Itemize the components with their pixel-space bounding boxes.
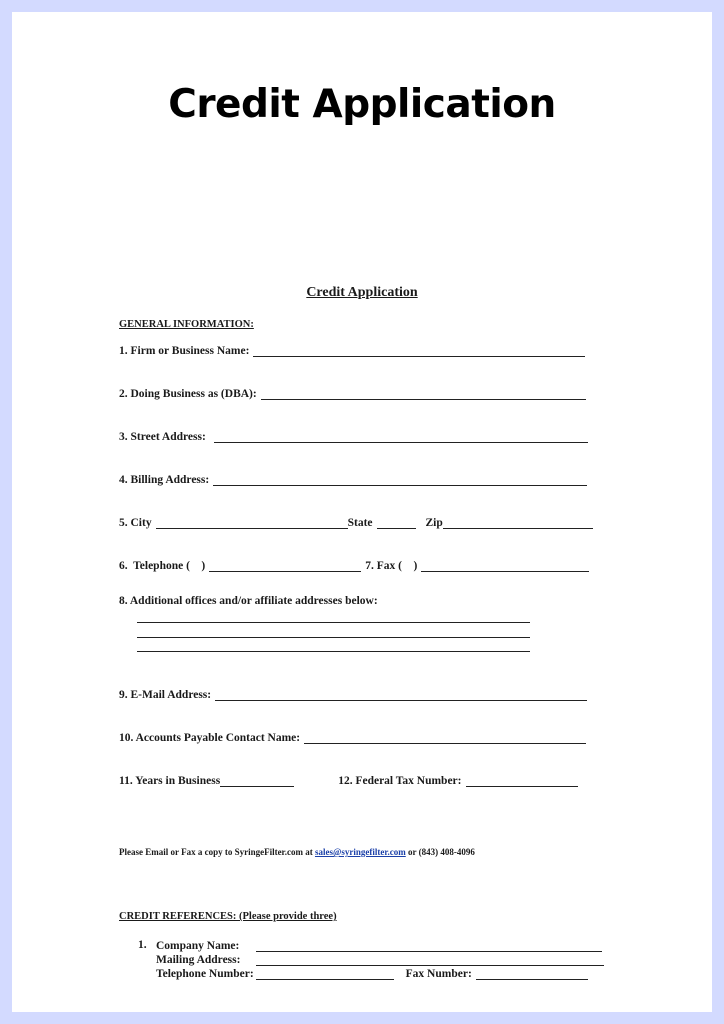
city-state-zip-row bbox=[119, 516, 593, 529]
dba-label: 2. Doing Business as (DBA): bbox=[119, 388, 257, 400]
ap-contact-label: 10. Accounts Payable Contact Name: bbox=[119, 732, 301, 744]
reference-company-row bbox=[156, 939, 602, 952]
credit-references-heading: CREDIT REFERENCES: (Please provide three) bbox=[119, 911, 337, 922]
zip-field[interactable] bbox=[443, 516, 593, 529]
email-label: 9. E-Mail Address: bbox=[119, 689, 212, 701]
page-title: Credit Application bbox=[168, 82, 556, 127]
street-address-row bbox=[119, 430, 588, 443]
note-prefix: Please Email or Fax a copy to SyringeFilter.com at bbox=[119, 847, 313, 857]
reference-telephone-field[interactable] bbox=[256, 967, 394, 980]
reference-telephone-label: Telephone Number: bbox=[156, 968, 254, 980]
ap-contact-row bbox=[119, 731, 586, 744]
fax-label: 7. Fax ( ) bbox=[365, 560, 418, 572]
city-field[interactable] bbox=[156, 516, 348, 529]
submission-note bbox=[119, 847, 475, 857]
years-in-business-field[interactable] bbox=[220, 774, 294, 787]
zip-label: Zip bbox=[425, 517, 443, 529]
sales-email-link[interactable]: sales@syringefilter.com bbox=[314, 847, 406, 857]
additional-offices-label: 8. Additional offices and/or affiliate addresses below: bbox=[119, 595, 378, 607]
state-label: State bbox=[347, 517, 373, 529]
street-address-field[interactable] bbox=[214, 430, 588, 443]
page bbox=[12, 12, 712, 1012]
firm-name-field[interactable] bbox=[253, 344, 585, 357]
telephone-label: 6. Telephone ( ) bbox=[119, 560, 206, 572]
document-title: Credit Application bbox=[306, 285, 418, 300]
telephone-fax-row bbox=[119, 559, 589, 572]
additional-office-line-2[interactable] bbox=[137, 637, 530, 638]
fax-field[interactable] bbox=[421, 559, 589, 572]
reference-fax-field[interactable] bbox=[476, 967, 588, 980]
state-field[interactable] bbox=[377, 516, 416, 529]
firm-name-row bbox=[119, 344, 585, 357]
email-row bbox=[119, 688, 587, 701]
reference-number: 1. bbox=[138, 939, 147, 951]
reference-mailing-field[interactable] bbox=[256, 953, 604, 966]
additional-offices-row bbox=[119, 595, 378, 607]
general-information-heading: GENERAL INFORMATION: bbox=[119, 319, 254, 330]
street-address-label: 3. Street Address: bbox=[119, 431, 206, 443]
reference-company-field[interactable] bbox=[256, 939, 602, 952]
city-label: 5. City bbox=[119, 517, 152, 529]
email-field[interactable] bbox=[215, 688, 587, 701]
federal-tax-number-label: 12. Federal Tax Number: bbox=[338, 775, 462, 787]
additional-office-line-3[interactable] bbox=[137, 651, 530, 652]
federal-tax-number-field[interactable] bbox=[466, 774, 578, 787]
years-tax-row bbox=[119, 774, 578, 787]
reference-mailing-row bbox=[156, 953, 604, 966]
note-suffix: or (843) 408-4096 bbox=[408, 847, 475, 857]
reference-mailing-label: Mailing Address: bbox=[156, 954, 241, 966]
additional-office-line-1[interactable] bbox=[137, 622, 530, 623]
dba-row bbox=[119, 387, 586, 400]
reference-fax-label: Fax Number: bbox=[405, 968, 472, 980]
reference-company-label: Company Name: bbox=[156, 940, 240, 952]
dba-field[interactable] bbox=[261, 387, 586, 400]
firm-name-label: 1. Firm or Business Name: bbox=[119, 345, 250, 357]
billing-address-row bbox=[119, 473, 587, 486]
billing-address-field[interactable] bbox=[213, 473, 587, 486]
reference-phone-fax-row bbox=[156, 967, 588, 980]
billing-address-label: 4. Billing Address: bbox=[119, 474, 210, 486]
ap-contact-field[interactable] bbox=[304, 731, 586, 744]
years-in-business-label: 11. Years in Business bbox=[119, 775, 221, 787]
telephone-field[interactable] bbox=[209, 559, 361, 572]
